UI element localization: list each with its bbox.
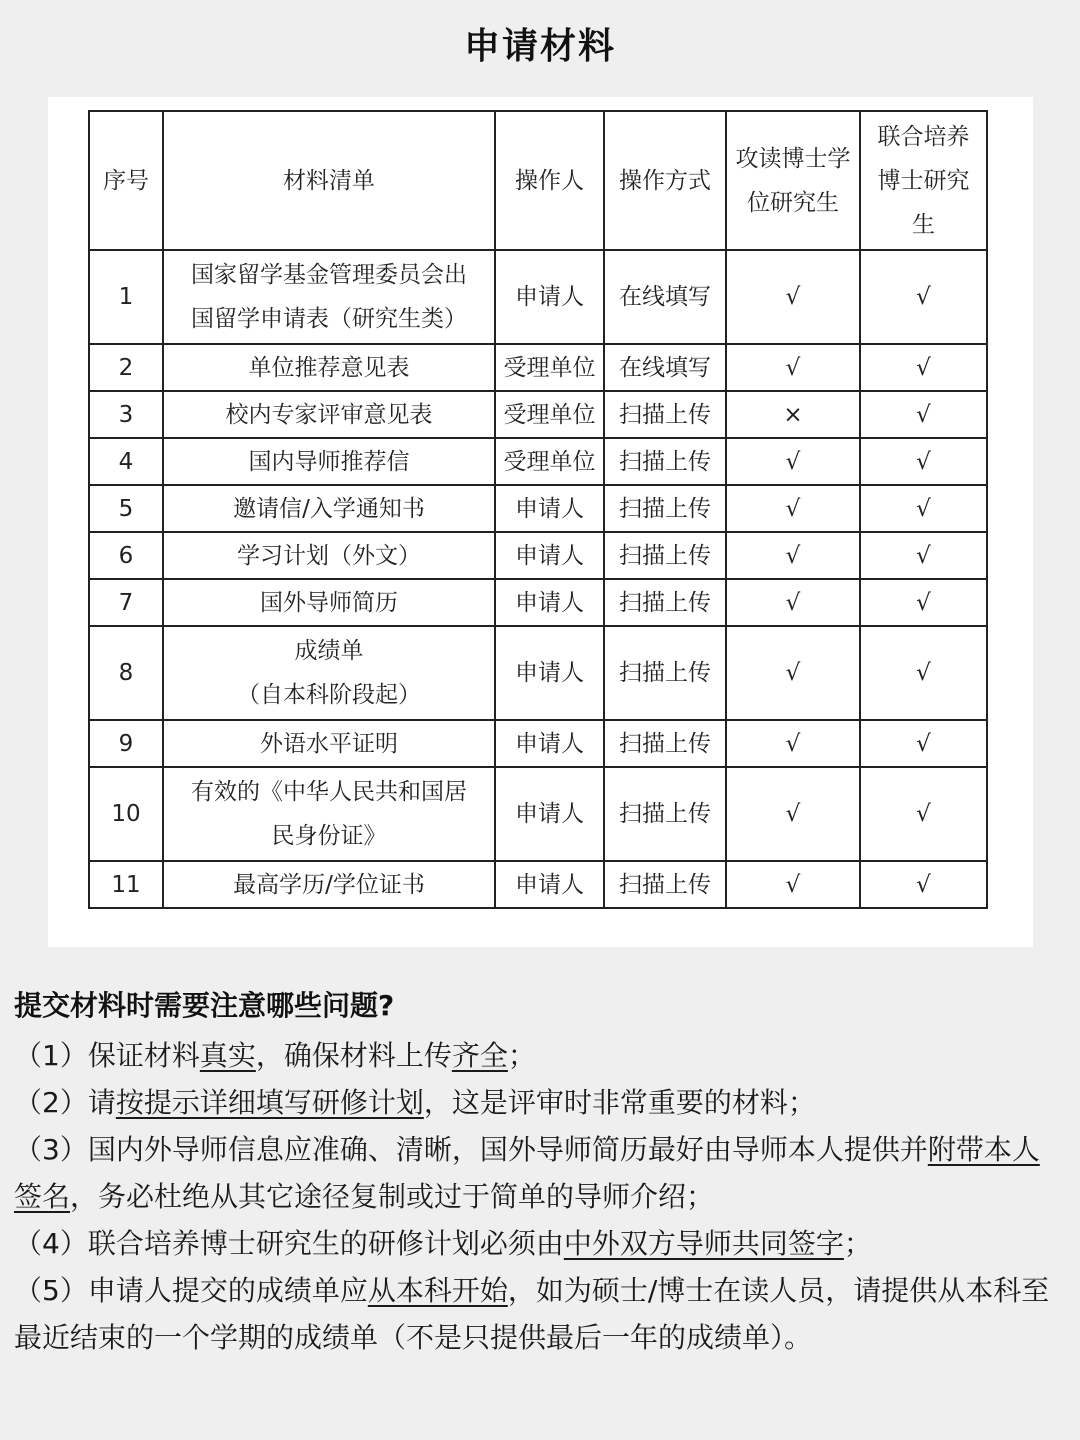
cell-joint: √: [860, 485, 987, 532]
table-row: [89, 485, 987, 532]
table-row: [89, 532, 987, 579]
cell-joint: √: [860, 532, 987, 579]
table-row: [89, 720, 987, 767]
cell-seq: 4: [89, 438, 163, 485]
cell-joint: √: [860, 720, 987, 767]
cell-operator: 申请人: [495, 532, 604, 579]
material-line: 学习计划（外文）: [237, 542, 421, 569]
cell-operator: 受理单位: [495, 391, 604, 438]
header-phd: [726, 111, 860, 250]
cell-phd: √: [726, 344, 860, 391]
header-joint-line: 博士研究: [877, 167, 970, 194]
cell-operator: 申请人: [495, 485, 604, 532]
material-line: 邀请信/入学通知书: [233, 495, 425, 522]
note-text: （3）国内外导师信息应准确、清晰，国外导师简历最好由导师本人提供并: [14, 1133, 928, 1166]
cell-phd: √: [726, 250, 860, 344]
cell-phd: √: [726, 579, 860, 626]
cell-method: 扫描上传: [604, 626, 726, 720]
material-line: 国留学申请表（研究生类）: [191, 306, 467, 332]
cell-method: 在线填写: [604, 250, 726, 344]
note-item: [14, 1079, 1066, 1126]
material-line: 国家留学基金管理委员会出: [191, 262, 467, 288]
cell-material: [163, 532, 495, 579]
cell-method: 扫描上传: [604, 485, 726, 532]
cell-material: [163, 579, 495, 626]
note-emphasis: 附带本人签名: [14, 1133, 1040, 1213]
note-item: [14, 1032, 1066, 1079]
cell-operator: 受理单位: [495, 438, 604, 485]
cell-material: [163, 250, 495, 344]
cell-operator: 申请人: [495, 861, 604, 908]
note-text: ，如为硕士/博士在读人员，请提供从本科至最近结束的一个学期的成绩单（不是只提供最后一年的成绩单）。: [14, 1274, 1050, 1354]
cell-seq: 7: [89, 579, 163, 626]
cell-joint: √: [860, 861, 987, 908]
note-text: ；: [507, 1039, 536, 1072]
cell-seq: 5: [89, 485, 163, 532]
header-joint-line: 联合培养: [877, 123, 970, 150]
material-line: 国内导师推荐信: [248, 448, 410, 475]
table-row: [89, 579, 987, 626]
cell-material: [163, 767, 495, 861]
cell-phd: ×: [726, 391, 860, 438]
notes-list: [14, 1032, 1066, 1361]
cell-phd: √: [726, 532, 860, 579]
material-line: 校内专家评审意见表: [225, 401, 433, 428]
cell-operator: 申请人: [495, 250, 604, 344]
cell-phd: √: [726, 626, 860, 720]
cell-phd: √: [726, 485, 860, 532]
cell-joint: √: [860, 391, 987, 438]
cell-joint: √: [860, 579, 987, 626]
cell-seq: 8: [89, 626, 163, 720]
material-line: （自本科阶段起）: [237, 682, 421, 708]
cell-material: [163, 485, 495, 532]
cell-method: 扫描上传: [604, 532, 726, 579]
cell-material: [163, 720, 495, 767]
material-line: 外语水平证明: [260, 730, 398, 757]
header-method: 操作方式: [604, 111, 726, 250]
cell-joint: √: [860, 344, 987, 391]
cell-operator: 申请人: [495, 626, 604, 720]
material-line: 国外导师简历: [260, 589, 398, 616]
cell-phd: √: [726, 767, 860, 861]
cell-material: [163, 438, 495, 485]
note-text: （4）联合培养博士研究生的研修计划必须由: [14, 1227, 564, 1260]
cell-operator: 受理单位: [495, 344, 604, 391]
table-header-row: [89, 111, 987, 250]
cell-seq: 3: [89, 391, 163, 438]
page-title: 申请材料: [463, 26, 616, 67]
cell-material: [163, 344, 495, 391]
table-row: [89, 250, 987, 344]
header-material: 材料清单: [163, 111, 495, 250]
cell-method: 扫描上传: [604, 391, 726, 438]
cell-phd: √: [726, 438, 860, 485]
cell-method: 在线填写: [604, 344, 726, 391]
cell-seq: 1: [89, 250, 163, 344]
cell-joint: √: [860, 438, 987, 485]
note-text: ，这是评审时非常重要的材料；: [423, 1086, 816, 1119]
table-row: [89, 767, 987, 861]
cell-seq: 11: [89, 861, 163, 908]
header-phd-line: 位研究生: [747, 189, 839, 216]
note-emphasis: 齐全: [451, 1039, 508, 1072]
cell-phd: √: [726, 861, 860, 908]
table-row: [89, 626, 987, 720]
header-operator: 操作人: [495, 111, 604, 250]
header-joint: [860, 111, 987, 250]
cell-method: 扫描上传: [604, 438, 726, 485]
note-text: （5）申请人提交的成绩单应: [14, 1274, 368, 1307]
cell-seq: 6: [89, 532, 163, 579]
questions-title: 提交材料时需要注意哪些问题?: [14, 989, 395, 1022]
cell-joint: √: [860, 626, 987, 720]
cell-seq: 10: [89, 767, 163, 861]
cell-seq: 2: [89, 344, 163, 391]
cell-method: 扫描上传: [604, 579, 726, 626]
note-item: [14, 1267, 1066, 1361]
material-line: 单位推荐意见表: [248, 354, 410, 381]
cell-phd: √: [726, 720, 860, 767]
note-item: [14, 1220, 1066, 1267]
header-joint-line: 生: [912, 211, 935, 238]
header-phd-line: 攻读博士学: [735, 145, 851, 172]
note-text: （2）请: [14, 1086, 116, 1119]
cell-material: [163, 391, 495, 438]
material-line: 最高学历/学位证书: [233, 871, 425, 898]
material-line: 有效的《中华人民共和国居: [191, 779, 467, 805]
cell-joint: √: [860, 767, 987, 861]
table-row: [89, 344, 987, 391]
note-text: ，务必杜绝从其它途径复制或过于简单的导师介绍；: [70, 1180, 715, 1213]
materials-table-panel: [48, 97, 1033, 947]
table-row: [89, 391, 987, 438]
material-line: 成绩单: [294, 638, 364, 664]
note-emphasis: 按提示详细填写研修计划: [115, 1086, 424, 1119]
materials-table: [88, 110, 988, 909]
cell-method: 扫描上传: [604, 861, 726, 908]
note-text: ；: [843, 1227, 872, 1260]
cell-operator: 申请人: [495, 767, 604, 861]
cell-method: 扫描上传: [604, 767, 726, 861]
note-text: ，确保材料上传: [255, 1039, 452, 1072]
note-emphasis: 中外双方导师共同签字: [563, 1227, 844, 1260]
note-item: [14, 1126, 1066, 1220]
cell-material: [163, 861, 495, 908]
table-row: [89, 438, 987, 485]
cell-method: 扫描上传: [604, 720, 726, 767]
note-emphasis: 真实: [199, 1039, 256, 1072]
note-emphasis: 从本科开始: [367, 1274, 508, 1307]
header-seq: 序号: [89, 111, 163, 250]
cell-operator: 申请人: [495, 720, 604, 767]
note-text: （1）保证材料: [14, 1039, 200, 1072]
cell-operator: 申请人: [495, 579, 604, 626]
cell-joint: √: [860, 250, 987, 344]
cell-material: [163, 626, 495, 720]
material-line: 民身份证》: [271, 823, 387, 849]
cell-seq: 9: [89, 720, 163, 767]
table-row: [89, 861, 987, 908]
